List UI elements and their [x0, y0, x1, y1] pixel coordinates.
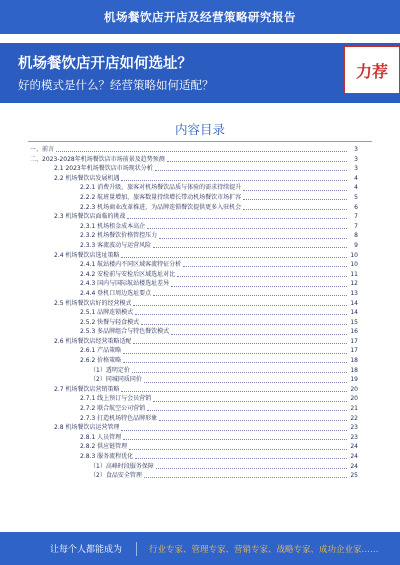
toc-page-number: 23 — [350, 433, 358, 441]
toc-leader-dots — [153, 295, 347, 296]
toc-page-number: 7 — [354, 222, 358, 230]
toc-entry[interactable] — [28, 289, 358, 299]
toc-heading: 内容目录 — [174, 122, 225, 137]
footer-tagline: 行业专家、管理专家、营销专家、战略专家、成功企业家…… — [149, 544, 379, 555]
toc-page-number: 3 — [354, 146, 358, 153]
toc-leader-dots — [144, 382, 347, 383]
toc-entry[interactable] — [28, 174, 358, 184]
toc-leader-dots — [133, 343, 347, 344]
toc-entry[interactable] — [28, 299, 358, 309]
toc-leader-dots — [153, 401, 347, 402]
toc-divider — [28, 141, 372, 142]
toc-page-number: 14 — [350, 299, 358, 307]
hero-banner — [0, 43, 400, 103]
toc-entry-title: 2.7.3 打造机场特色品牌形象 — [80, 414, 158, 422]
toc-page-number: 15 — [350, 318, 358, 326]
toc-entry[interactable] — [28, 270, 358, 280]
toc-page-number: 10 — [350, 251, 358, 259]
toc-entry-title: 二、2023-2028年机场餐饮店市场前景及趋势预测 — [30, 155, 165, 163]
toc-page-number: 17 — [350, 337, 358, 345]
toc-entry[interactable] — [28, 423, 358, 433]
toc-leader-dots — [127, 218, 347, 219]
toc-page-number: 24 — [350, 453, 358, 460]
toc-entry-title: 2.5.3 多品牌组合与特色餐饮模式 — [80, 328, 170, 336]
toc-page-number: 11 — [350, 270, 358, 278]
toc-entry[interactable] — [28, 251, 358, 261]
toc-entry[interactable] — [28, 308, 358, 318]
toc-entry[interactable] — [28, 203, 358, 213]
toc-page-number: 25 — [350, 472, 358, 480]
toc-page-number: 22 — [350, 414, 358, 422]
toc-page-number: 24 — [350, 462, 358, 470]
toc-page-number: 13 — [350, 289, 358, 297]
toc-entry-title: 2.2.3 机场商业改革推进，为品牌连锁餐饮提供更多入驻机会 — [80, 203, 242, 211]
toc-entry[interactable] — [28, 212, 358, 222]
toc-leader-dots — [132, 372, 347, 373]
toc-page-number: 6 — [354, 203, 358, 211]
hero-title: 机场餐饮店开店如何选址？ — [18, 56, 192, 72]
toc-entry[interactable] — [28, 260, 358, 270]
toc-entry[interactable] — [28, 222, 358, 232]
toc-entry[interactable] — [28, 279, 358, 289]
toc-page-number: 21 — [350, 405, 358, 413]
toc-entry-title: 2.6.2 价格策略 — [80, 357, 122, 365]
toc-entry-title: 2.4.2 安检前与安检后区域选址对比 — [80, 270, 176, 278]
toc-entry-title: 2.7.2 联合航空公司营销 — [80, 405, 146, 413]
toc-leader-dots — [144, 477, 347, 478]
table-of-contents — [28, 145, 358, 481]
toc-page-number: 18 — [350, 357, 358, 365]
toc-entry-title: 2.1 2023年机场餐饮店市场现状分析 — [54, 165, 153, 173]
toc-leader-dots — [171, 334, 347, 335]
toc-leader-dots — [121, 430, 347, 431]
toc-entry[interactable] — [28, 337, 358, 347]
footer-slogan: 让每个人都能成为 — [50, 545, 123, 555]
toc-entry-title: 2.3 机场餐饮店面临的挑战 — [54, 213, 126, 221]
toc-entry-title: 2.4 机场餐饮店选址策略 — [54, 251, 120, 259]
toc-leader-dots — [123, 362, 347, 363]
toc-leader-dots — [133, 305, 347, 306]
toc-leader-dots — [141, 324, 347, 325]
toc-entry[interactable] — [28, 385, 358, 395]
toc-leader-dots — [121, 257, 347, 258]
toc-entry-title: 2.5 机场餐饮店好的经营模式 — [54, 299, 132, 307]
toc-entry-title: 2.2.2 航班量增加，旅客数量持续增长带动机场餐饮市场扩容 — [80, 193, 242, 201]
toc-page-number: 7 — [354, 213, 358, 221]
toc-page-number: 10 — [350, 261, 358, 269]
toc-entry-title: 2.8.2 供应链管理 — [80, 443, 128, 451]
toc-entry-title: 2.4.3 国内与国际航站楼选址差异 — [80, 280, 170, 288]
toc-entry[interactable] — [28, 145, 358, 155]
toc-entry[interactable] — [28, 356, 358, 366]
toc-entry[interactable] — [28, 404, 358, 414]
toc-leader-dots — [177, 276, 347, 277]
toc-page-number: 5 — [354, 193, 358, 201]
toc-entry-title: 2.4.4 登机口周边选址要点 — [80, 289, 152, 297]
toc-entry-title: 2.2 机场餐饮店发展机遇 — [54, 174, 120, 182]
toc-page-number: 23 — [350, 424, 358, 432]
toc-leader-dots — [156, 468, 347, 469]
toc-page-number: 9 — [354, 241, 358, 249]
toc-entry-title: 2.8.1 人员管理 — [80, 433, 122, 441]
toc-leader-dots — [121, 180, 347, 181]
toc-page-number: 17 — [350, 347, 358, 355]
toc-entry[interactable] — [28, 164, 358, 174]
toc-entry[interactable] — [28, 155, 358, 165]
toc-leader-dots — [159, 420, 347, 421]
toc-page-number: 19 — [350, 376, 358, 384]
toc-entry[interactable] — [28, 346, 358, 356]
report-title: 机场餐饮店开店及经营策略研究报告 — [104, 10, 296, 24]
toc-entry[interactable] — [28, 462, 358, 472]
toc-entry-title: （2）同城同质同价 — [90, 376, 142, 384]
toc-page-number: 3 — [354, 155, 358, 163]
toc-entry-title: 2.8 机场餐饮店运营管理 — [54, 424, 120, 432]
toc-entry[interactable] — [28, 433, 358, 443]
toc-leader-dots — [167, 161, 347, 162]
hero-subtitle: 好的模式是什么？经营策略如何适配？ — [18, 78, 214, 92]
toc-entry[interactable] — [28, 471, 358, 481]
toc-page-number: 16 — [350, 328, 358, 336]
toc-entry-title: 2.8.3 服务流程优化 — [80, 453, 134, 460]
toc-entry[interactable] — [28, 318, 358, 328]
toc-leader-dots — [123, 353, 347, 354]
toc-leader-dots — [129, 449, 347, 450]
toc-leader-dots — [56, 151, 347, 152]
toc-entry-title: 2.5.2 快餐与轻食模式 — [80, 318, 140, 326]
brand-badge: 力荐 — [344, 46, 400, 94]
toc-page-number: 8 — [354, 232, 358, 240]
toc-entry-title: 2.5.1 品牌连锁模式 — [80, 309, 134, 317]
toc-entry-title: 2.3.1 机场租金成本高企 — [80, 222, 146, 230]
toc-entry-title: 2.3.2 机场餐饮价格管控压力 — [80, 232, 158, 240]
toc-leader-dots — [147, 228, 347, 229]
toc-entry-title: 2.6.1 产品策略 — [80, 347, 122, 355]
toc-page-number: 4 — [354, 184, 358, 192]
toc-leader-dots — [183, 266, 347, 267]
toc-entry[interactable] — [28, 327, 358, 337]
toc-entry[interactable] — [28, 366, 358, 376]
toc-entry[interactable] — [28, 394, 358, 404]
toc-leader-dots — [135, 458, 347, 459]
toc-page-number: 12 — [350, 280, 358, 288]
toc-page-number: 18 — [350, 366, 358, 374]
toc-page-number: 24 — [350, 443, 358, 451]
toc-leader-dots — [159, 238, 347, 239]
toc-entry-title: 2.4.1 航站楼内不同区域客流特征分析 — [80, 261, 182, 269]
toc-entry-title: 一、前言 — [30, 146, 55, 153]
toc-entry-title: 2.7 机场餐饮店营销策略 — [54, 385, 120, 393]
toc-entry[interactable] — [28, 375, 358, 385]
toc-leader-dots — [243, 209, 347, 210]
toc-entry-title: 2.6 机场餐饮店经营策略适配 — [54, 337, 132, 345]
toc-entry[interactable] — [28, 452, 358, 462]
toc-page-number: 20 — [350, 385, 358, 393]
toc-leader-dots — [123, 439, 347, 440]
toc-page-number: 4 — [354, 174, 358, 182]
toc-leader-dots — [147, 410, 347, 411]
toc-entry-title: （2）食品安全管理 — [90, 472, 142, 480]
toc-entry[interactable] — [28, 414, 358, 424]
toc-leader-dots — [135, 314, 347, 315]
toc-leader-dots — [171, 286, 347, 287]
toc-entry[interactable] — [28, 241, 358, 251]
toc-leader-dots — [153, 247, 347, 248]
toc-entry-title: （1）透明定价 — [90, 366, 130, 374]
toc-page-number: 3 — [354, 165, 358, 173]
footer-bar — [0, 532, 400, 565]
toc-entry-title: 2.7.1 线上预订与会员营销 — [80, 395, 152, 403]
toc-leader-dots — [243, 190, 347, 191]
toc-entry-title: 2.2.1 消费升级，旅客对机场餐饮品质与体验的需求持续提升 — [80, 184, 242, 192]
toc-leader-dots — [243, 199, 347, 200]
toc-entry[interactable] — [28, 442, 358, 452]
toc-entry-title: 2.3.3 客流波动与运营风险 — [80, 241, 152, 249]
toc-entry[interactable] — [28, 183, 358, 193]
toc-entry-title: （1）高峰时段服务保障 — [90, 462, 154, 470]
toc-entry[interactable] — [28, 231, 358, 241]
footer-separator — [136, 542, 137, 556]
toc-entry[interactable] — [28, 193, 358, 203]
report-header-bar — [0, 0, 400, 34]
toc-leader-dots — [155, 170, 347, 171]
toc-page-number: 20 — [350, 395, 358, 403]
toc-page-number: 14 — [350, 309, 358, 317]
toc-leader-dots — [121, 391, 347, 392]
